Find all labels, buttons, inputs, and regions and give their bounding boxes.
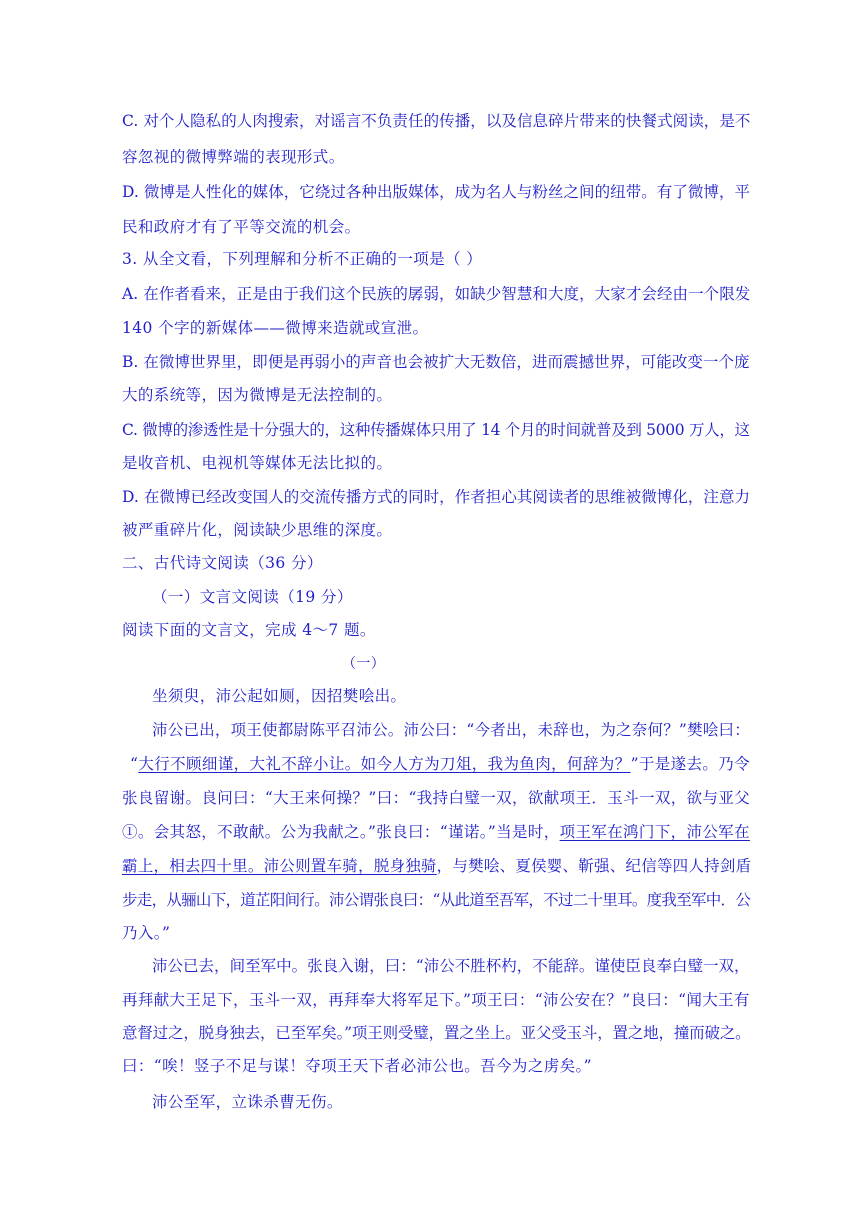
quote-open: “ [130, 755, 139, 773]
passage-p2-line6: 步走，从骊山下，道芷阳间行。沛公谓张良曰：“从此道至吾军，不过二十里耳。度我至军中．公 [122, 891, 751, 909]
passage-p2-line5-rest: ，与樊哙、夏侯婴、靳强、纪信等四人持剑盾 [436, 857, 752, 875]
underlined-sentence-2a: 项王军在鸿门下，沛公军在 [559, 823, 750, 841]
passage-p2-line3: 张良留谢。良问曰：“大王来何操？”曰：“我持白璧一双，欲献项王．玉斗一双，欲与亚父 [122, 789, 751, 807]
underlined-sentence-2b: 霸上，相去四十里。沛公则置车骑，脱身独骑 [122, 857, 437, 875]
q3-option-b-line2: 大的系统等，因为微博是无法控制的。 [122, 386, 393, 404]
passage-p2-line4-pre: ①。会其怒，不敢献。公为我献之。”张良曰：“谨诺。”当是时， [122, 823, 560, 841]
q3-option-a-line2: 140 个字的新媒体——微博来造就或宣泄。 [122, 319, 429, 337]
q3-option-d-line2: 被严重碎片化，阅读缺少思维的深度。 [122, 521, 393, 539]
q2-option-c-line2: 容忽视的微博弊端的表现形式。 [122, 148, 345, 166]
passage-p2-line2 [130, 754, 750, 774]
passage-p2-line5 [122, 856, 751, 876]
q3-option-a-line1: A. 在作者看来，正是由于我们这个民族的孱弱，如缺少智慧和大度，大家才会经由一个限发 [122, 285, 751, 303]
section-heading: 二、古代诗文阅读（36 分） [122, 554, 323, 572]
q3-option-c-line1: C. 微博的渗透性是十分强大的，这种传播媒体只用了 14 个月的时间就普及到 5000 万人，这 [122, 421, 750, 439]
passage-p3-line3: 意督过之，脱身独去，已至军矣。”项王则受璧，置之坐上。亚父受玉斗，置之地，撞而破之。 [122, 1024, 751, 1042]
q2-option-c-line1: C. 对个人隐私的人肉搜索，对谣言不负责任的传播，以及信息碎片带来的快餐式阅读，是不 [122, 112, 751, 130]
q2-option-d-line1: D. 微博是人性化的媒体，它绕过各种出版媒体，成为名人与粉丝之间的纽带。有了微博，平 [122, 183, 751, 201]
reading-instruction: 阅读下面的文言文，完成 4～7 题。 [122, 621, 376, 639]
passage-p3-line2: 再拜献大王足下，玉斗一双，再拜奉大将军足下。”项王曰：“沛公安在？”良曰：“闻大王有 [122, 991, 750, 1009]
passage-p2-line4 [122, 822, 750, 842]
passage-paragraph-1: 坐须臾，沛公起如厕，因招樊哙出。 [152, 687, 407, 705]
passage-p3-line4: 曰：“唉！竖子不足与谋！夺项王天下者必沛公也。吾今为之虏矣。” [122, 1057, 593, 1075]
q3-stem: 3. 从全文看，下列理解和分析不正确的一项是（ ） [122, 250, 483, 268]
passage-paragraph-4: 沛公至军，立诛杀曹无伤。 [152, 1093, 343, 1111]
subsection-heading: （一）文言文阅读（19 分） [152, 588, 353, 606]
passage-p2-line1: 沛公已出，项王使都尉陈平召沛公。沛公曰：“今者出，未辞也，为之奈何？”樊哙曰： [152, 721, 750, 739]
passage-p2-line7: 乃入。” [122, 924, 171, 942]
underlined-sentence-1: 大行不顾细谨，大礼不辞小让。如今人方为刀俎，我为鱼肉，何辞为？ [138, 755, 631, 773]
q3-option-b-line1: B. 在微博世界里，即便是再弱小的声音也会被扩大无数倍，进而震撼世界，可能改变一个庞 [122, 353, 750, 371]
passage-p2-line2-rest: ”于是遂去。乃令 [630, 755, 751, 773]
q3-option-c-line2: 是收音机、电视机等媒体无法比拟的。 [122, 454, 393, 472]
q2-option-d-line2: 民和政府才有了平等交流的机会。 [122, 218, 361, 236]
passage-p3-line1: 沛公已去，间至军中。张良入谢，曰：“沛公不胜杯杓，不能辞。谨使臣良奉白璧一双， [152, 957, 750, 975]
q3-option-d-line1: D. 在微博已经改变国人的交流传播方式的同时，作者担心其阅读者的思维被微博化，注意力 [122, 488, 751, 506]
passage-title: （一） [342, 656, 386, 672]
